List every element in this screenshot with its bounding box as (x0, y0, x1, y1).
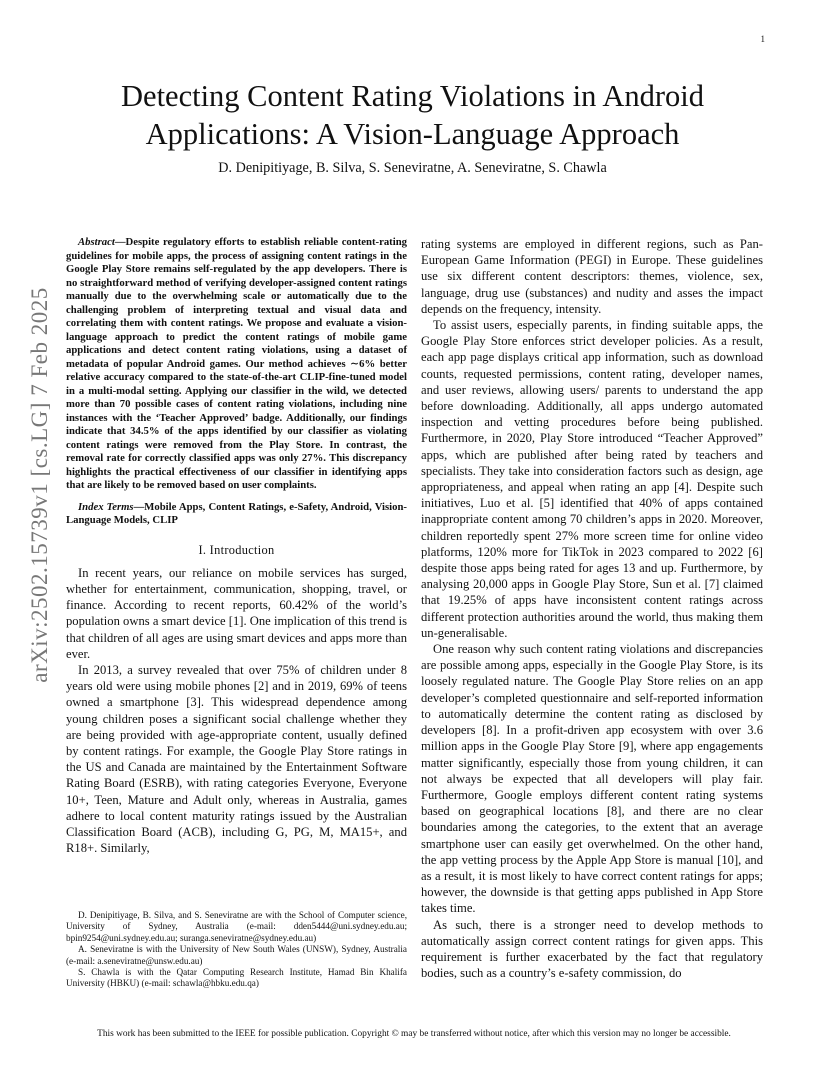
paragraph: One reason why such content rating violations and discrepancies are possible among apps, especially in the Google Play Store, is its loosely regulated nature. The Google Play Store relies on an app developer’s completed questionnaire and self-reported information to automatically determine the content rating as disclosed by developers [8]. In a profit-driven app ecosystem with over 3.6 million apps in the Google Play Store [9], where app engagements matter significantly, especially those from young children, it can not always be expected that all developers will play fair. Furthermore, Google employs different content rating systems based on geographical locations [8], and there are no clear boundaries among the categories, to the extent that an average smartphone user can easily get overwhelmed. On the other hand, the app vetting process by the Apple App Store is manual [10], and as a result, it is most likely to have correct content ratings for apps; however, the downside is that getting apps published in App Store takes time. (421, 642, 763, 916)
copyright-notice: This work has been submitted to the IEEE for possible publication. Copyright © may be transferred without notice, after which this version may no longer be accessible. (97, 1029, 731, 1039)
index-terms-label: Index Terms (78, 500, 134, 513)
paper-title: Detecting Content Rating Violations in Android Applications: A Vision-Language Approach (121, 79, 704, 151)
paragraph: In 2013, a survey revealed that over 75% of children under 8 years old were using mobile phones [2] and in 2019, 69% of teens owned a smartphone [3]. This widespread dependence among young children poses a significant social challenge whether they are being provided with age-appropriate content, usually defined by content ratings. For example, the Google Play Store ratings in the US and Canada are maintained by the Entertainment Software Rating Board (ESRB), with rating categories Everyone, Everyone 10+, Teen, Mature and Adult only, whereas in Australia, games adhere to local content maturity ratings issued by the Australian Classification Board (ACB), including G, PG, M, MA15+, and R18+. Similarly, (66, 662, 407, 856)
index-terms (66, 501, 407, 528)
paragraph: rating systems are employed in different regions, such as Pan-European Game Information (PEGI) in Europe. These guidelines use six different content descriptors: themes, violence, sex, language, drug use (substances) and nudity and asses the impact depends on the frequency, intensity. (421, 237, 763, 316)
footnote: A. Seneviratne is with the University of New South Wales (UNSW), Sydney, Australia (e-mail: a.seneviratne@unsw.edu.au) (66, 944, 407, 966)
arxiv-identifier: arXiv:2502.15739v1 [cs.LG] 7 Feb 2025 (27, 287, 52, 683)
author-footnotes (66, 910, 407, 990)
footnote: S. Chawla is with the Qatar Computing Research Institute, Hamad Bin Khalifa University (HBKU) (e-mail: schawla@hbku.edu.qa) (66, 967, 407, 989)
paragraph: In recent years, our reliance on mobile services has surged, whether for entertainment, communication, shopping, travel, or finance. According to recent reports, 60.42% of the world’s population owns a smart device [1]. One implication of this trend is that children of all ages are using smart devices and apps more than ever. (66, 565, 407, 661)
paragraph: As such, there is a stronger need to develop methods to automatically assign correct content ratings for given apps. This requirement is further exacerbated by the fact that regulatory bodies, such as a country’s e-safety commission, do (421, 917, 763, 981)
page-number: 1 (760, 34, 765, 44)
section-heading: I. Introduction (198, 542, 275, 557)
footnote: D. Denipitiyage, B. Silva, and S. Seneviratne are with the School of Computer science, University of Sydney, Australia (e-mail: dden5444@uni.sydney.edu.au; bpin9254@uni.sydney.edu.au; suranga.seneviratne@sydney.edu.au) (66, 910, 407, 943)
abstract-text: —Despite regulatory efforts to establish reliable content-rating guidelines for mobile apps, the process of assigning content ratings in the Google Play Store remains self-regulated by the app developers. There is no straightforward method of verifying developer-assigned content ratings manually due to the overwhelming scale or automatically due to the challenging problem of interpreting textual and visual data and correlating them with content ratings. We propose and evaluate a vision-language approach to predict the content ratings of mobile game applications and detect content rating violations, using a dataset of metadata of popular Android games. Our method achieves ∼6% better relative accuracy compared to the state-of-the-art CLIP-fine-tuned model in a multi-modal setting. Applying our classifier in the wild, we detected more than 70 possible cases of content rating violations, including nine instances with the ‘Teacher Approved’ badge. Additionally, our findings indicate that 34.5% of the apps identified by our classifier as violating content ratings were removed from the Play Store. In contrast, the removal rate for correctly classified apps was only 27%. This discrepancy highlights the practical effectiveness of our classifier in identifying apps that are likely to be removed based on user complaints. (66, 236, 407, 491)
abstract-label: Abstract (78, 236, 115, 248)
left-column (66, 236, 407, 856)
author-list: D. Denipitiyage, B. Silva, S. Seneviratne, A. Seneviratne, S. Chawla (218, 160, 607, 176)
paragraph: To assist users, especially parents, in finding suitable apps, the Google Play Store enforces strict developer policies. As a result, each app page displays critical app information, such as download counts, requested permissions, content rating, developer names, and user reviews, allowing users/ parents to understand the app before downloading. Additionally, all apps undergo automated inspection and vetting procedures before being published. Furthermore, in 2020, Play Store introduced “Teacher Approved” apps, which are published after being rated by teachers and specialists. They take into consideration factors such as design, age appropriateness, and appeal when rating an app [4]. Despite such initiatives, Luo et al. [5] identified that 40% of apps contained inappropriate content among 70 children’s apps in 2020. Moreover, children reportedly spent 27% more screen time for online video platforms, 120% more for TikTok in 2023 compared to 2022 [6] despite those apps being rated for ages 13 and up. Furthermore, by analysing 20,000 apps in Google Play Store, Sun et al. [7] claimed that 19.25% of apps have inconsistent content ratings across different protection authorities around the world, thus making them un-generalisable. (421, 318, 763, 640)
index-terms-text: —Mobile Apps, Content Ratings, e-Safety, Android, Vision-Language Models, CLIP (66, 500, 407, 526)
abstract (66, 236, 407, 493)
right-column (421, 236, 763, 981)
